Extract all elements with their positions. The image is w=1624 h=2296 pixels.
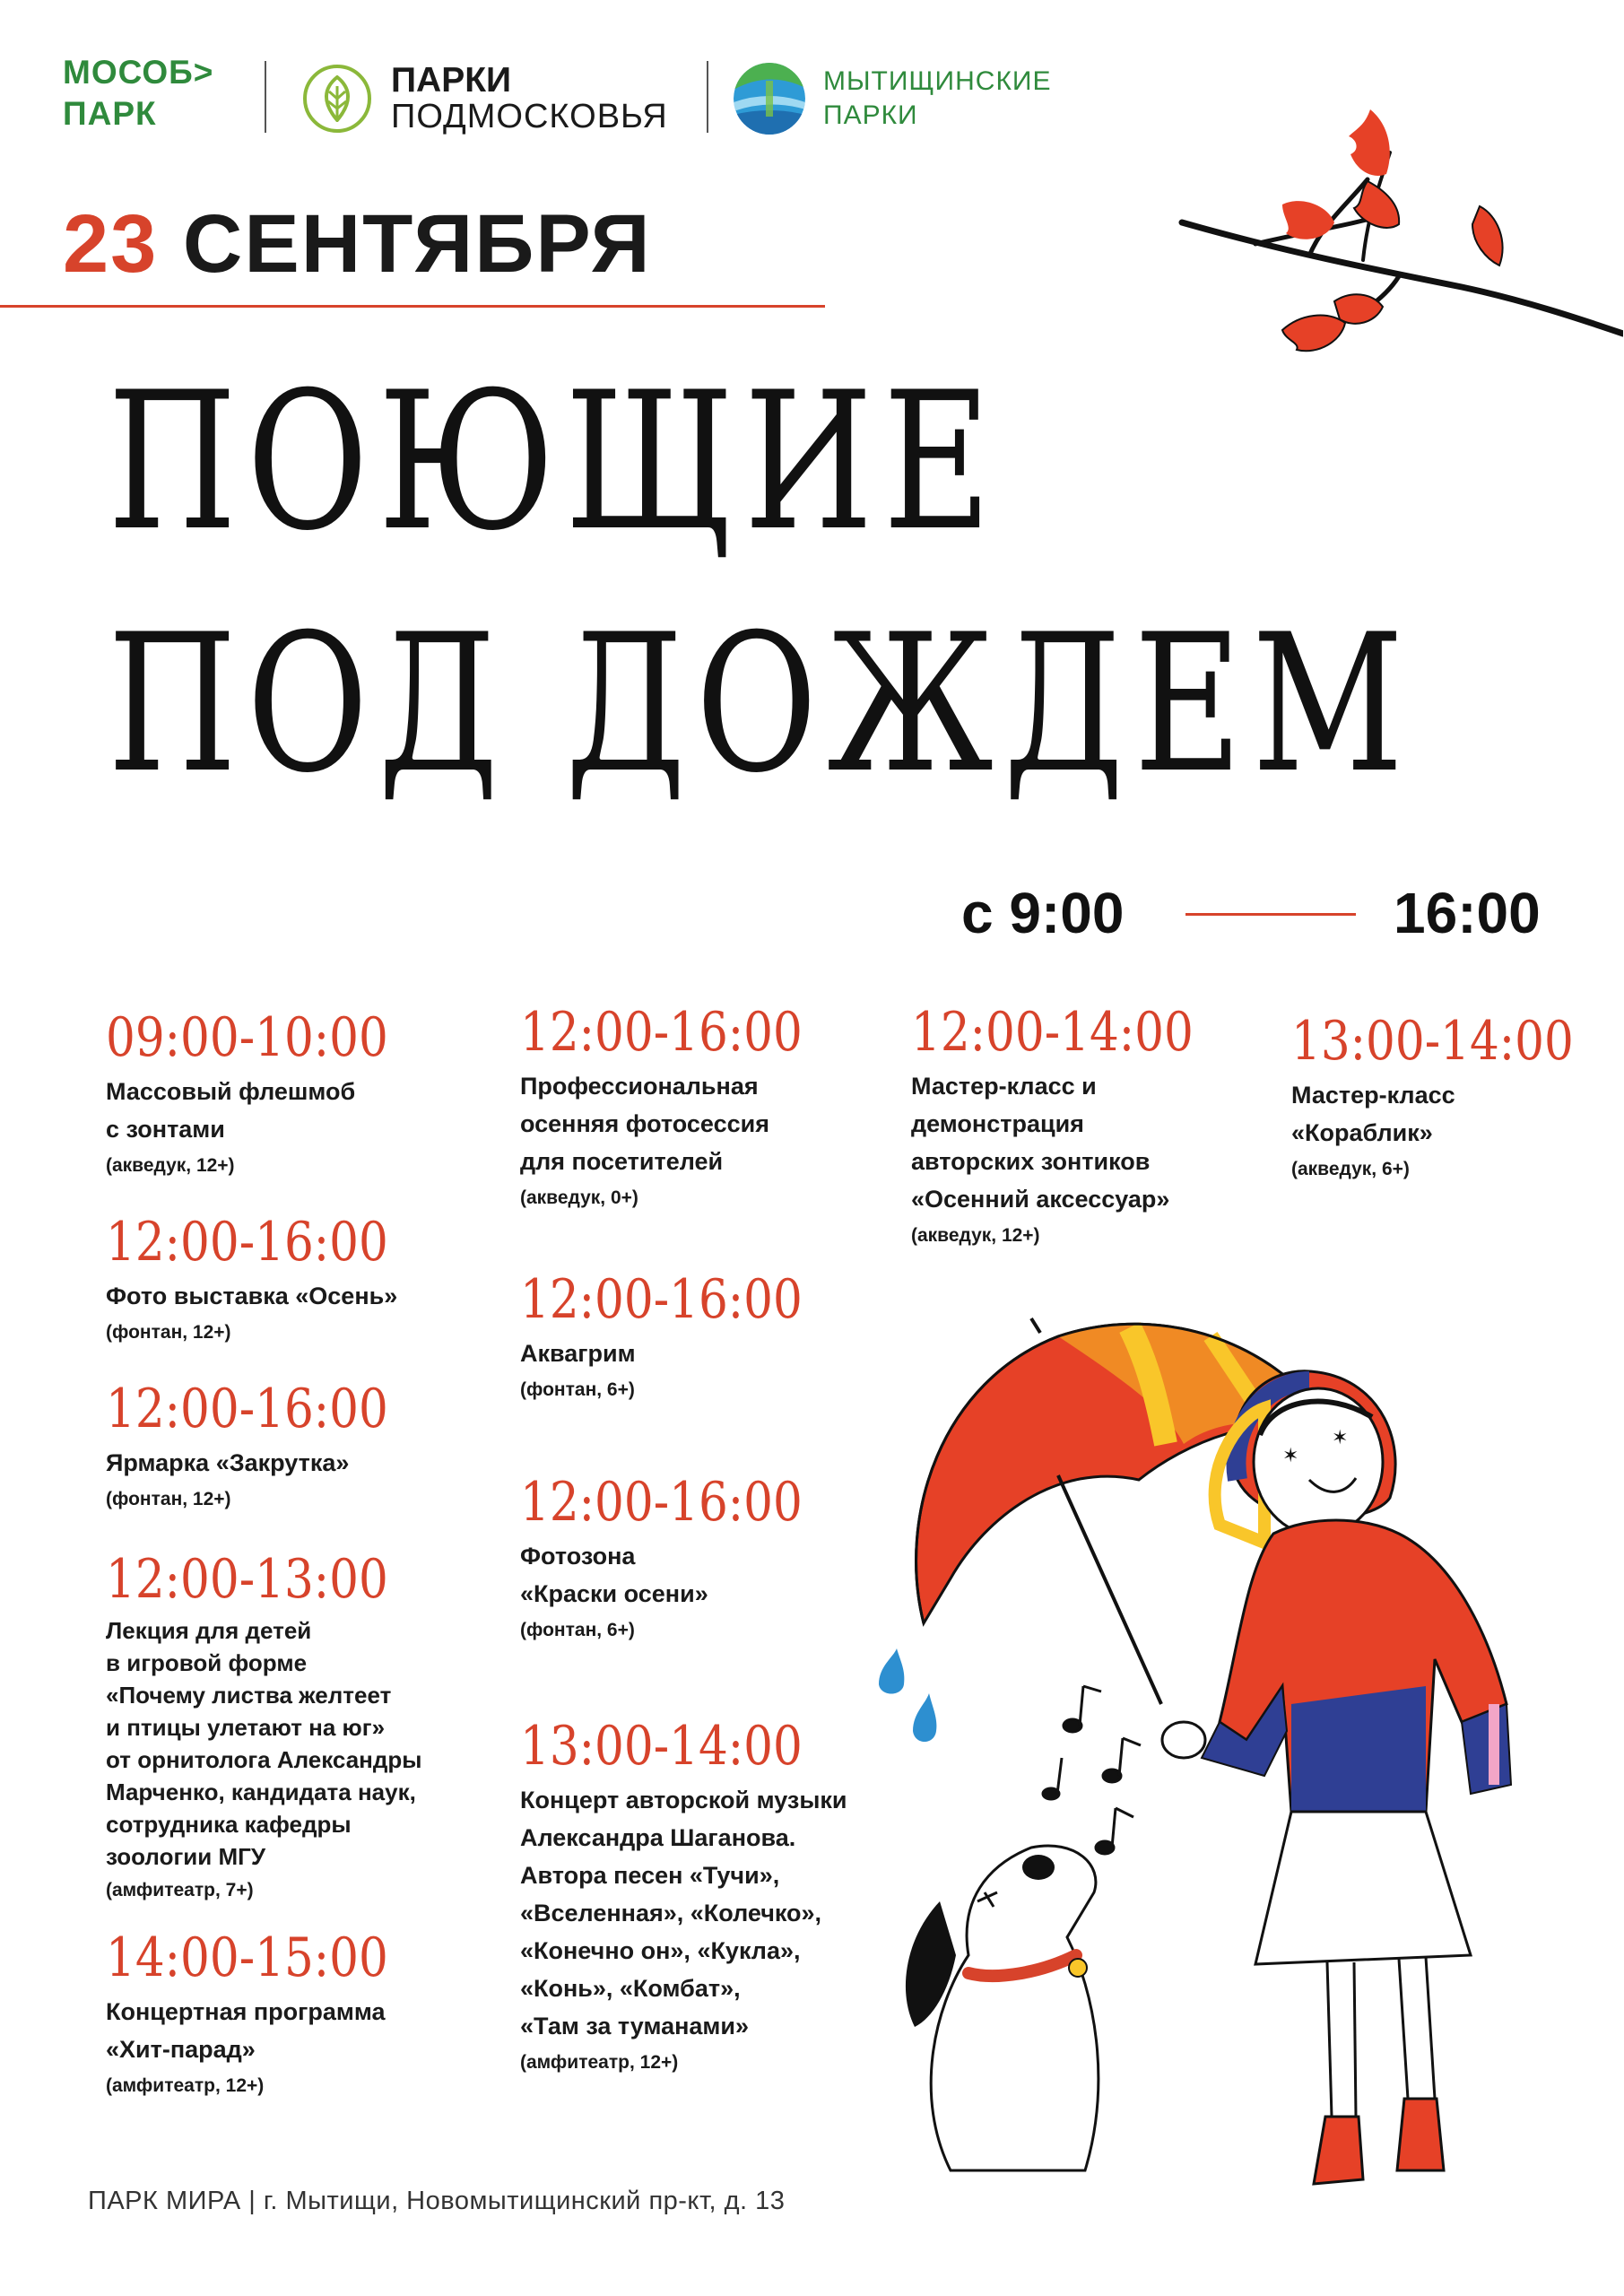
schedule-description: Аквагрим [520, 1340, 636, 1367]
mosobl-park-logo [63, 52, 213, 135]
schedule-time: 12:00-14:00 [911, 1001, 1194, 1064]
schedule-item [1291, 1010, 1596, 1186]
mosobl-logo-line1: МОСОБ> [63, 54, 214, 91]
schedule-description: Фото выставка «Осень» [106, 1283, 398, 1309]
schedule-item [106, 1926, 527, 2102]
parki-podmoskovya-logo [303, 63, 668, 135]
hours-to: 16:00 [1394, 881, 1541, 945]
schedule-time: 12:00-16:00 [106, 1211, 388, 1274]
schedule-item [106, 1211, 527, 1349]
schedule-time: 12:00-16:00 [520, 1471, 803, 1534]
schedule-description: Концерт авторской музыки Александра Шаганова. Автора песен «Тучи», «Вселенная», «Колечко», «Конечно он», «Кукла», «Конь», «Комбат», «Там за туманами» [520, 1787, 847, 2039]
hours-dash [1185, 913, 1356, 916]
schedule-place: (акведук, 0+) [520, 1187, 638, 1208]
schedule-description: Мастер-класс и демонстрация авторских зонтиков «Осенний аксессуар» [911, 1073, 1170, 1213]
schedule-place: (акведук, 12+) [106, 1155, 235, 1176]
schedule-place: (фонтан, 12+) [106, 1489, 231, 1509]
schedule-item [911, 1001, 1333, 1252]
event-title [108, 341, 1414, 825]
schedule-time: 09:00-10:00 [106, 1006, 388, 1069]
hours-from: с 9:00 [961, 881, 1125, 945]
event-date [63, 199, 652, 289]
schedule-place: (фонтан, 12+) [106, 1322, 231, 1343]
schedule-description: Фотозона «Краски осени» [520, 1543, 708, 1607]
girl-umbrella-dog-illustration [843, 1309, 1614, 2206]
event-day: 23 [63, 198, 159, 290]
schedule-item [106, 1378, 527, 1516]
schedule-place: (фонтан, 6+) [520, 1620, 635, 1640]
schedule-description: Лекция для детей в игровой форме «Почему листва желтеет и птицы улетают на юг» от орнитолога Александры Марченко, кандидата наук, сотрудника кафедры зоологии МГУ [106, 1617, 422, 1870]
leaf-emblem-icon [303, 65, 371, 133]
schedule-place: (фонтан, 6+) [520, 1379, 635, 1400]
schedule-description: Профессиональная осенняя фотосессия для посетителей [520, 1073, 769, 1175]
footer-address: ПАРК МИРА | г. Мытищи, Новомытищинский пр-кт, д. 13 [88, 2187, 786, 2215]
event-month: СЕНТЯБРЯ [182, 198, 652, 290]
logo-divider [707, 61, 708, 133]
schedule-time: 12:00-16:00 [520, 1268, 803, 1331]
schedule-time: 14:00-15:00 [106, 1926, 388, 1989]
schedule-item [106, 1006, 527, 1182]
schedule-item [106, 1548, 527, 1907]
schedule-item [520, 1001, 942, 1214]
mytishchi-logo-line2: ПАРКИ [823, 100, 918, 130]
event-title-line2: ПОД ДОЖДЕМ [108, 593, 1414, 814]
schedule-place: (амфитеатр, 12+) [520, 2052, 679, 2073]
schedule-time: 12:00-16:00 [520, 1001, 803, 1064]
parki-logo-line2: ПОДМОСКОВЬЯ [391, 98, 668, 135]
schedule-place: (амфитеатр, 7+) [106, 1880, 254, 1900]
event-title-line1: ПОЮЩИЕ [108, 351, 1002, 572]
schedule-description: Массовый флешмоб с зонтами [106, 1078, 356, 1143]
schedule-description: Концертная программа «Хит-парад» [106, 1998, 386, 2063]
mytishchi-logo-line1: МЫТИЩИНСКИЕ [823, 66, 1052, 96]
mosobl-logo-line2: ПАРК [63, 95, 157, 132]
schedule-place: (акведук, 12+) [911, 1225, 1040, 1246]
autumn-branch-illustration [1175, 99, 1623, 395]
schedule-description: Ярмарка «Закрутка» [106, 1449, 350, 1476]
svg-text:✶: ✶ [1332, 1427, 1349, 1449]
schedule-time: 13:00-14:00 [520, 1715, 803, 1778]
park-emblem-icon [734, 63, 805, 135]
schedule-place: (амфитеатр, 12+) [106, 2075, 265, 2096]
schedule-description: Мастер-класс «Кораблик» [1291, 1082, 1455, 1146]
schedule-place: (акведук, 6+) [1291, 1159, 1410, 1179]
schedule-time: 12:00-16:00 [106, 1378, 388, 1440]
logo-divider [265, 61, 266, 133]
mytishchi-parki-logo [734, 61, 1052, 136]
schedule-time: 13:00-14:00 [1291, 1010, 1574, 1073]
date-underline [0, 305, 825, 308]
parki-logo-line1: ПАРКИ [391, 61, 512, 100]
schedule-time: 12:00-13:00 [106, 1548, 388, 1611]
svg-text:✶: ✶ [1282, 1445, 1299, 1467]
